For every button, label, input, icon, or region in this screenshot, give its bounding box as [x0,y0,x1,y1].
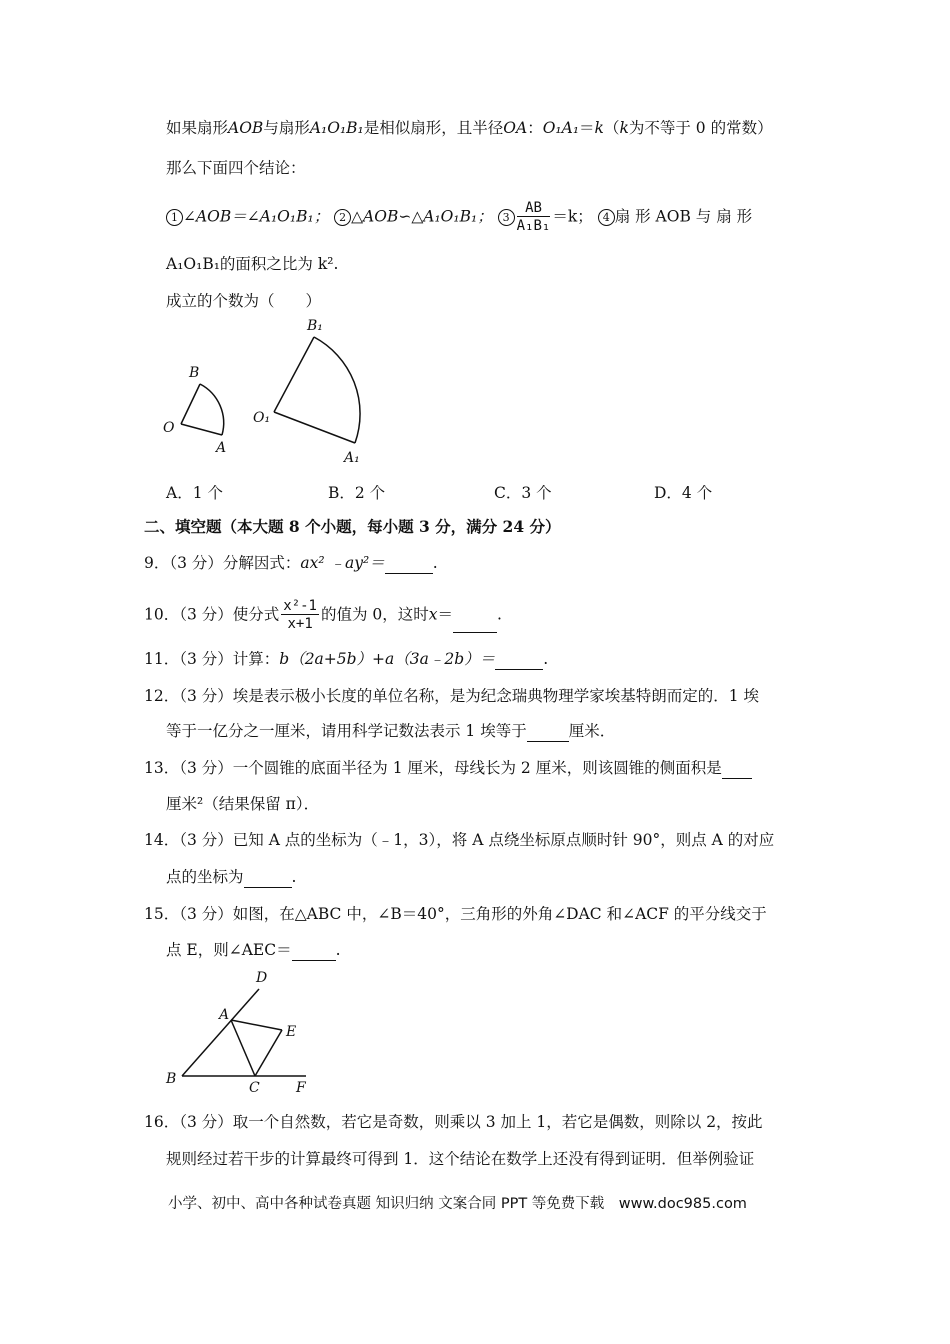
label-b: B [189,365,200,381]
label-b: B [166,1071,177,1087]
circled-number-4: 4 [598,209,615,226]
label-o: O [163,420,175,436]
q15-line2: 点 E，则∠AEC＝ . [166,941,341,959]
q13-line1: 13．（3 分）一个圆锥的底面半径为 1 厘米，母线长为 2 厘米，则该圆锥的侧面积是 [144,757,752,779]
q14-line1: 14．（3 分）已知 A 点的坐标为（﹣1，3），将 A 点绕坐标原点顺时针 90°，则点 A 的对应 [144,831,775,849]
conclusion-3: ＝k； [552,207,593,226]
q15-line1: 15．（3 分）如图，在△ABC 中，∠B＝40°，三角形的外角∠DAC 和∠ACF 的平分线交于 [144,905,767,923]
page-footer: 小学、初中、高中各种试卷真题 知识归纳 文案合同 PPT 等免费下载 www.doc985.com [168,1196,747,1212]
label-f: F [296,1080,306,1096]
q8-line5: 成立的个数为（ ） [166,292,322,310]
q10: 10．（3 分）使分式 $\frac{\text{x²-1}}{x+1}$ 的值为 0，这时x＝ . [144,598,502,632]
line-bd [182,989,259,1076]
q8-line2: 那么下面四个结论： [166,159,306,177]
q14-line2: 点的坐标为 . [166,868,297,886]
q8-line4: A₁O₁B₁的面积之比为 k². [166,255,339,273]
q12-line2: 等于一亿分之一厘米，请用科学记数法表示 1 埃等于 厘米． [166,722,616,740]
label-a: A [219,1007,230,1023]
label-a: A [216,440,227,456]
q16-line2: 规则经过若干步的计算最终可得到 1．这个结论在数学上还没有得到证明．但举例验证 [166,1150,755,1168]
option-b: B．2 个 [328,484,386,502]
q12-line1: 12．（3 分）埃是表示极小长度的单位名称，是为纪念瑞典物理学家埃基特朗而定的．1 埃 [144,687,760,705]
q13-line2: 厘米²（结果保留 π）． [166,795,320,813]
label-c: C [249,1080,260,1096]
label-a1: A₁ [344,450,360,466]
option-a: A．1 个 [166,484,223,502]
fraction-ab: $\frac{AB}{\text{A₁B₁}}$ [516,200,551,234]
circled-number-3: 3 [498,209,515,226]
label-b1: B₁ [307,318,323,334]
q9: 9．（3 分）分解因式：ax² ﹣ay²＝ . [144,554,438,572]
fraction-x: $\frac{\text{x²-1}}{x+1}$ [283,598,317,632]
line-ac [231,1020,255,1076]
option-c: C．3 个 [494,484,552,502]
option-d: D．4 个 [654,484,713,502]
section-heading: 二、填空题（本大题 8 个小题，每小题 3 分，满分 24 分） [144,517,561,536]
q16-line1: 16．（3 分）取一个自然数，若它是奇数，则乘以 3 加上 1，若它是偶数，则除以 2，按此 [144,1113,763,1131]
conclusion-1: ∠AOB＝∠A₁O₁B₁； [183,207,330,226]
conclusion-2: △AOB∽△A₁O₁B₁； [351,207,493,226]
line-ae [231,1020,282,1030]
label-e: E [286,1024,297,1040]
q8-line1: 如果扇形AOB与扇形A₁O₁B₁是相似扇形，且半径OA：O₁A₁＝k（k为不等于 0 的常数） [166,119,773,137]
conclusion-4: 扇 形 AOB 与 扇 形 [614,207,753,226]
label-d: D [256,970,268,986]
label-o1: O₁ [253,410,271,426]
circled-number-2: 2 [334,209,351,226]
line-ce [255,1030,282,1076]
circled-number-1: 1 [166,209,183,226]
q11: 11．（3 分）计算：b（2a+5b）+a（3a﹣2b）＝ . [144,650,549,668]
